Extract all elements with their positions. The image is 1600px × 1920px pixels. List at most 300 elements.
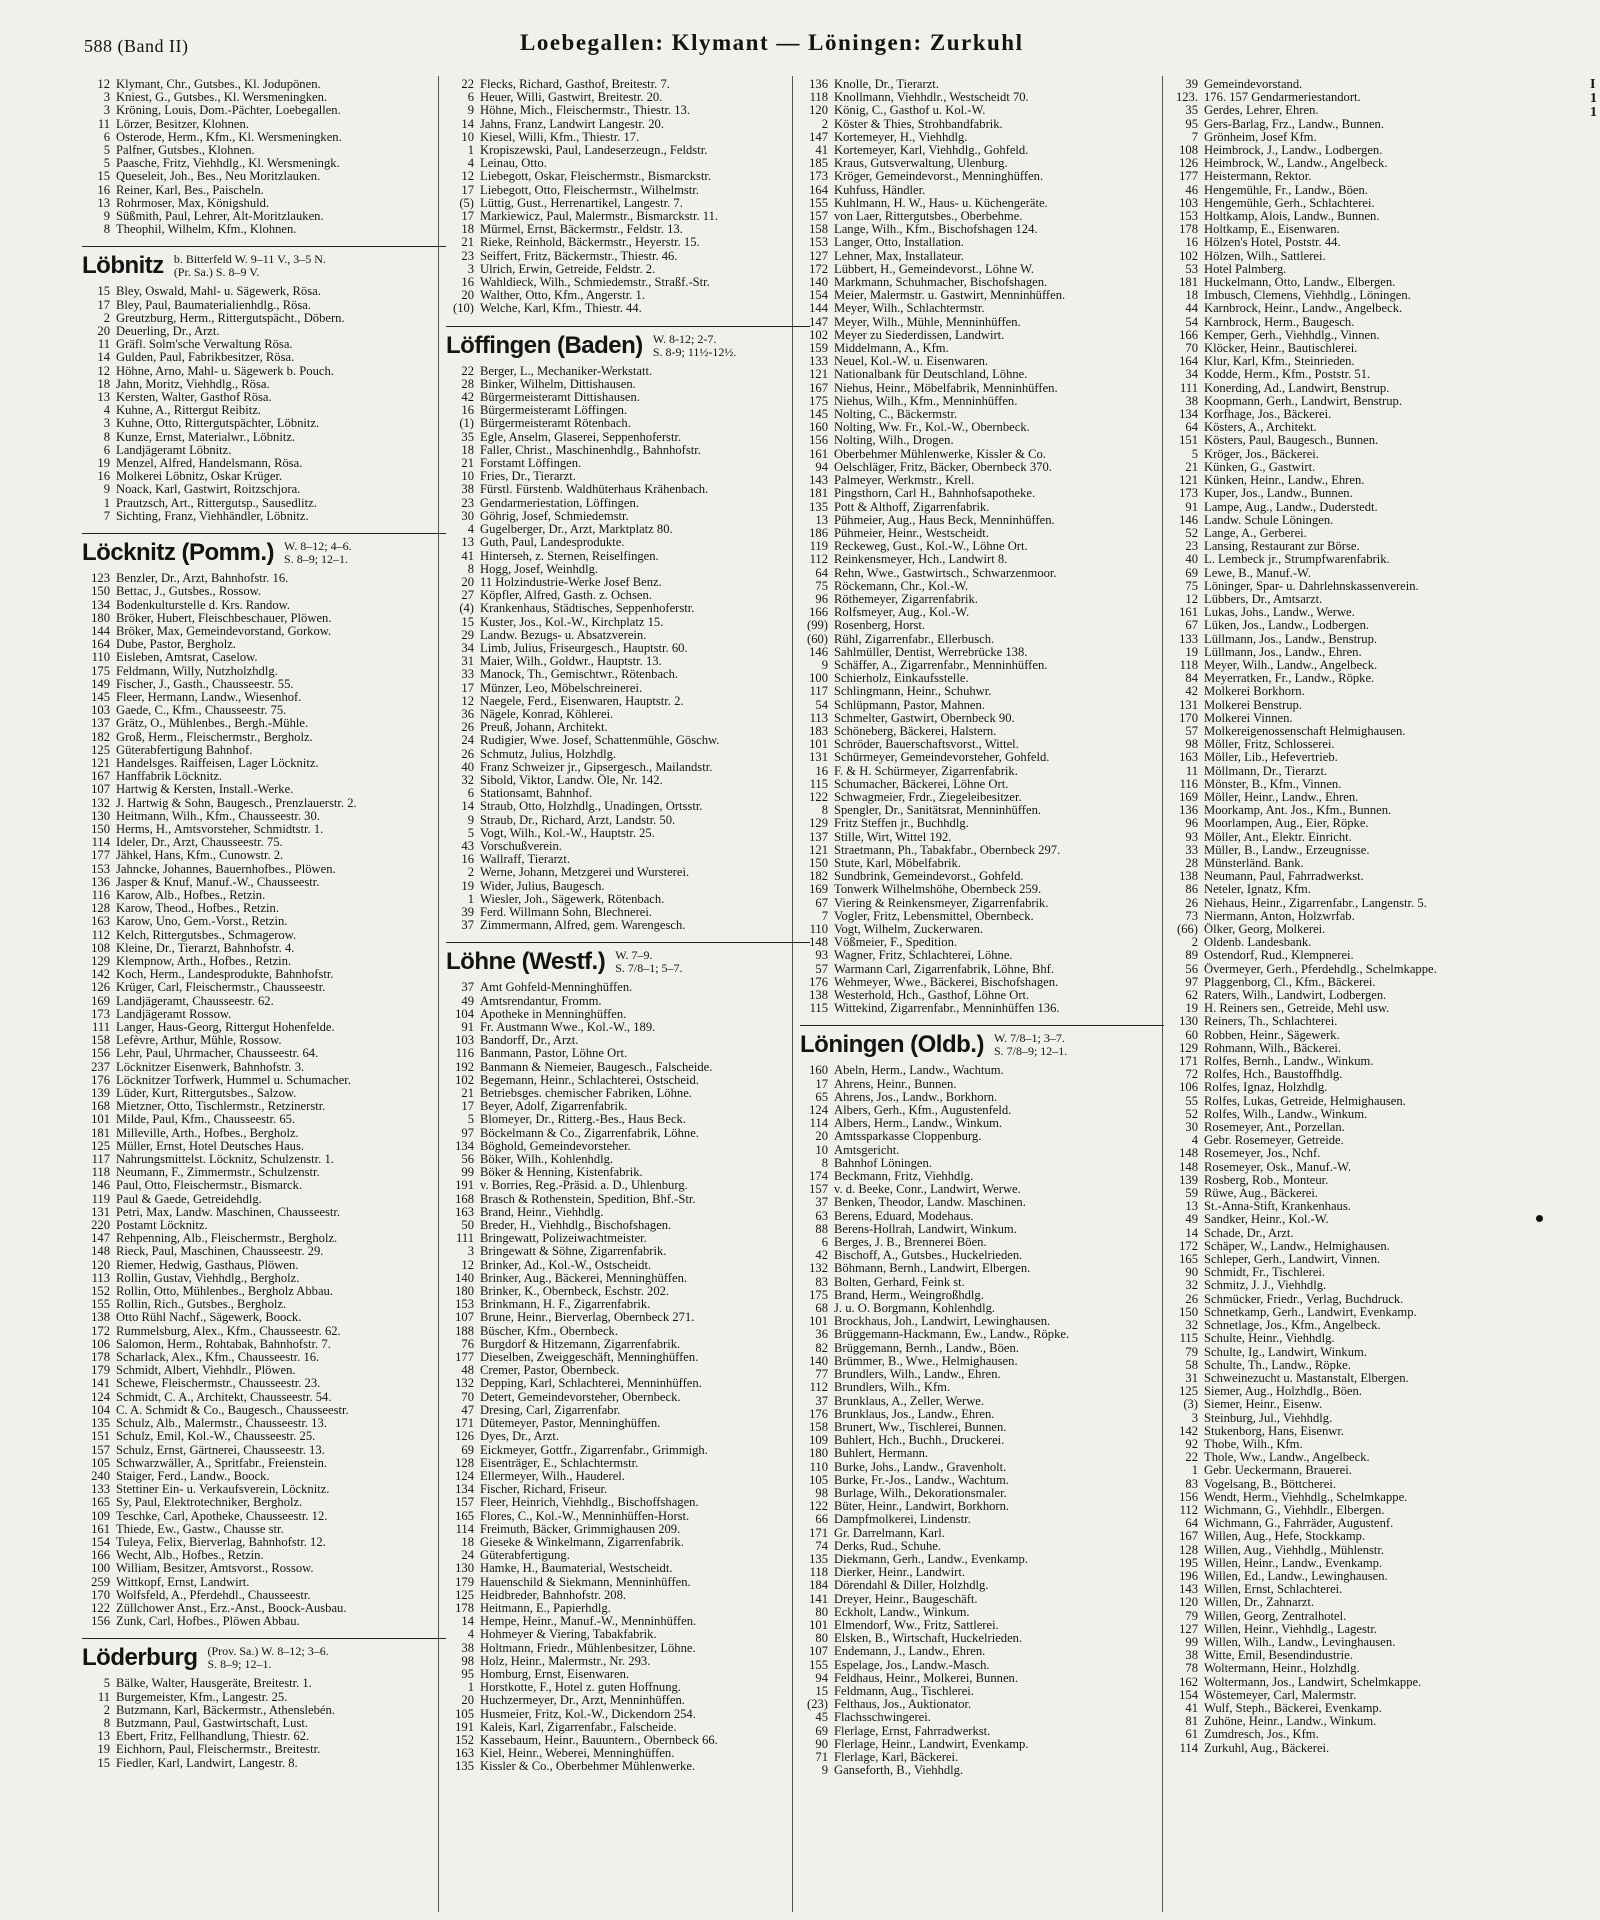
directory-entry — [1170, 157, 1590, 170]
phone-number: 55 — [1185, 1094, 1198, 1108]
phone-number: 34 — [461, 641, 474, 655]
phone-number: 6 — [467, 787, 474, 801]
phone-number: 70 — [1185, 342, 1198, 356]
directory-entry — [82, 1113, 446, 1126]
directory-entry — [82, 1311, 446, 1324]
subscriber-text: Pingsthorn, Carl H., Bahnhofsapotheke. — [834, 487, 1036, 501]
subscriber-text: Süßmith, Paul, Lehrer, Alt-Moritzlauken. — [116, 210, 324, 224]
phone-number: 156 — [91, 1615, 110, 1629]
subscriber-text: Bürgermeisteramt Rötenbach. — [480, 417, 631, 431]
subscriber-text: Kuhfuss, Händler. — [834, 183, 926, 197]
subscriber-text: Hanffabrik Löcknitz. — [116, 770, 223, 784]
phone-number: 67 — [815, 896, 828, 910]
phone-number: (60) — [807, 632, 828, 646]
directory-entry — [82, 1562, 446, 1575]
subscriber-text: Lübbers, Dr., Amtsarzt. — [1204, 592, 1323, 606]
phone-number: 124 — [91, 1390, 110, 1404]
subscriber-text: Gebr. Ueckermann, Brauerei. — [1204, 1464, 1352, 1478]
directory-entry — [82, 378, 446, 391]
directory-entry — [800, 1711, 1164, 1724]
subscriber-text: Kunze, Ernst, Materialwr., Löbnitz. — [116, 430, 296, 444]
subscriber-text: Burgemeister, Kfm., Langestr. 25. — [116, 1690, 288, 1704]
directory-entry — [446, 616, 810, 629]
subscriber-text: Hinterseh, z. Sternen, Reiselfingen. — [480, 549, 659, 563]
directory-entry — [1170, 844, 1590, 857]
phone-number: 180 — [91, 611, 110, 625]
subscriber-text: Ferd. Willmann Sohn, Blechnerei. — [480, 905, 653, 919]
directory-entry — [1170, 316, 1590, 329]
subscriber-text: von Laer, Rittergutsbes., Oberbehme. — [834, 210, 1023, 224]
subscriber-text: Schwagmeier, Frdr., Ziegeleibesitzer. — [834, 790, 1022, 804]
subscriber-text: Willen, Wilh., Landw., Levinghausen. — [1204, 1635, 1396, 1649]
phone-number: 103 — [1179, 196, 1198, 210]
directory-entry — [1170, 685, 1590, 698]
directory-entry — [1170, 1015, 1590, 1028]
phone-number: 167 — [809, 381, 828, 395]
subscriber-text: Niehus, Wilh., Kfm., Menninhüffen. — [834, 394, 1018, 408]
directory-entry — [1170, 567, 1590, 580]
subscriber-text: Schlingmann, Heinr., Schuhwr. — [834, 685, 992, 699]
directory-entry — [800, 421, 1164, 434]
directory-entry — [82, 1576, 446, 1589]
phone-number: 17 — [97, 298, 110, 312]
directory-entry — [800, 1659, 1164, 1672]
directory-entry — [446, 853, 810, 866]
phone-number: 124 — [809, 1104, 828, 1118]
directory-entry — [1170, 1504, 1590, 1517]
subscriber-text: Lüllmann, Jos., Landw., Ehren. — [1204, 645, 1362, 659]
subscriber-text: Krüger, Carl, Fleischermstr., Chausseestr. — [116, 981, 326, 995]
phone-number: 22 — [461, 364, 474, 378]
phone-number: 10 — [461, 470, 474, 484]
directory-entry — [1170, 989, 1590, 1002]
directory-entry — [82, 1127, 446, 1140]
subscriber-text: Knolle, Dr., Tierarzt. — [834, 78, 939, 91]
subscriber-text: Vößmeier, F., Spedition. — [834, 936, 958, 950]
subscriber-text: Holtmann, Friedr., Mühlenbesitzer, Löhne. — [480, 1641, 696, 1655]
directory-entry — [1170, 883, 1590, 896]
directory-entry — [446, 497, 810, 510]
phone-number: 163 — [455, 1747, 474, 1761]
subscriber-text: Middelmann, A., Kfm. — [834, 342, 949, 356]
directory-entry — [446, 365, 810, 378]
phone-number: 144 — [809, 302, 828, 316]
directory-entry — [446, 1602, 810, 1615]
directory-entry — [446, 1404, 810, 1417]
subscriber-text: Postamt Löcknitz. — [116, 1219, 208, 1233]
phone-number: 112 — [809, 553, 828, 567]
directory-entry — [446, 1444, 810, 1457]
subscriber-text: Heitmann, E., Papierhdlg. — [480, 1601, 611, 1615]
directory-entry — [800, 606, 1164, 619]
phone-number: 3 — [103, 104, 110, 118]
directory-entry — [800, 1447, 1164, 1460]
directory-entry — [800, 672, 1164, 685]
directory-entry — [82, 889, 446, 902]
phone-number: 68 — [815, 1302, 828, 1316]
subscriber-text: Brümmer, B., Wwe., Helmighausen. — [834, 1354, 1018, 1368]
subscriber-text: Endemann, J., Landw., Ehren. — [834, 1645, 986, 1659]
phone-number: 37 — [815, 1394, 828, 1408]
subscriber-text: Knollmann, Viehhdlr., Westscheidt 70. — [834, 91, 1029, 105]
phone-number: 111 — [92, 1021, 110, 1034]
directory-entry — [446, 893, 810, 906]
directory-entry — [800, 897, 1164, 910]
subscriber-text: Rühl, Zigarrenfabr., Ellerbusch. — [834, 632, 995, 646]
directory-entry — [1170, 791, 1590, 804]
subscriber-text: Röckemann, Chr., Kol.-W. — [834, 579, 969, 593]
phone-number: 9 — [821, 658, 828, 672]
phone-number: 110 — [809, 923, 828, 936]
directory-entry — [1170, 1517, 1590, 1530]
directory-entry — [82, 131, 446, 144]
subscriber-text: Paul & Gaede, Getreidehdlg. — [116, 1192, 262, 1206]
directory-entry — [82, 1417, 446, 1430]
phone-number: 148 — [1179, 1147, 1198, 1161]
subscriber-text: Robben, Heinr., Sägewerk. — [1204, 1028, 1340, 1042]
phone-number: 152 — [91, 1285, 110, 1299]
subscriber-text: Rosemeyer, Jos., Nchf. — [1204, 1147, 1321, 1161]
subscriber-text: Hengemühle, Gerh., Schlachterei. — [1204, 196, 1375, 210]
office-hours: (Prov. Sa.) W. 8–12; 3–6. S. 8–9; 12–1. — [207, 1644, 329, 1672]
subscriber-text: Rolfes, Bernh., Landw., Winkum. — [1204, 1055, 1374, 1069]
phone-number: 7 — [103, 509, 110, 523]
phone-number: 6 — [467, 91, 474, 105]
directory-entry — [800, 1513, 1164, 1526]
phone-number: 138 — [91, 1311, 110, 1325]
phone-number: 192 — [455, 1060, 474, 1074]
subscriber-text: Berens-Hollrah, Landwirt, Winkum. — [834, 1222, 1017, 1236]
subscriber-text: Lüttig, Gust., Herrenartikel, Langestr. 7. — [480, 196, 683, 210]
directory-entry — [82, 1140, 446, 1153]
subscriber-text: Manock, Th., Gemischtwr., Rötenbach. — [480, 668, 679, 682]
subscriber-text: Milde, Paul, Kfm., Chausseestr. 65. — [116, 1113, 296, 1127]
town-heading — [446, 326, 810, 359]
phone-number: 129 — [809, 817, 828, 831]
phone-number: 132 — [455, 1377, 474, 1391]
subscriber-text: Ostendorf, Rud., Klempnerei. — [1204, 949, 1354, 963]
subscriber-text: Heidbreder, Bahnhofstr. 208. — [480, 1588, 627, 1602]
subscriber-text: Sundbrink, Gemeindevorst., Gohfeld. — [834, 870, 1024, 884]
subscriber-text: Müller, Ernst, Hotel Deutsches Haus. — [116, 1139, 305, 1153]
phone-number: 110 — [809, 1460, 828, 1474]
directory-entry — [1170, 408, 1590, 421]
subscriber-text: Sibold, Viktor, Landw. Öle, Nr. 142. — [480, 773, 663, 787]
subscriber-text: Sandker, Heinr., Kol.-W. — [1204, 1213, 1329, 1227]
phone-number: 105 — [91, 1456, 110, 1470]
subscriber-text: Koch, Herm., Landesprodukte, Bahnhofstr. — [116, 968, 334, 982]
subscriber-text: Schade, Dr., Arzt. — [1204, 1226, 1294, 1240]
subscriber-text: Raters, Wilh., Landwirt, Lodbergen. — [1204, 989, 1387, 1003]
subscriber-text: v. d. Beeke, Conr., Landwirt, Werwe. — [834, 1183, 1021, 1197]
directory-entry — [82, 1298, 446, 1311]
directory-entry — [82, 1615, 446, 1628]
phone-number: 148 — [91, 1245, 110, 1259]
phone-number: 154 — [91, 1535, 110, 1549]
subscriber-text: Kaleis, Karl, Zigarrenfabr., Falscheide. — [480, 1720, 677, 1734]
directory-entry — [800, 1328, 1164, 1341]
subscriber-text: Brüggemann-Hackmann, Ew., Landw., Röpke. — [834, 1328, 1070, 1342]
phone-number: 157 — [455, 1496, 474, 1510]
phone-number: 13 — [97, 196, 110, 210]
subscriber-text: Kemper, Gerh., Viehhdlg., Vinnen. — [1204, 328, 1380, 342]
directory-entry — [1170, 1200, 1590, 1213]
directory-entry — [446, 1074, 810, 1087]
subscriber-text: Amtsgericht. — [834, 1143, 900, 1157]
phone-number: 102 — [809, 328, 828, 342]
subscriber-text: Meier, Malermstr. u. Gastwirt, Menninhüffen. — [834, 289, 1066, 303]
subscriber-text: Klymant, Chr., Gutsbes., Kl. Jodupönen. — [116, 78, 321, 91]
directory-entry — [800, 1632, 1164, 1645]
phone-number: 47 — [461, 1403, 474, 1417]
directory-entry — [446, 919, 810, 932]
phone-number: 93 — [1185, 830, 1198, 844]
phone-number: 14 — [461, 1615, 474, 1629]
phone-number: 195 — [1179, 1556, 1198, 1570]
phone-number: 107 — [809, 1645, 828, 1659]
phone-number: 140 — [809, 1354, 828, 1368]
phone-number: 165 — [455, 1509, 474, 1523]
directory-entry — [1170, 1240, 1590, 1253]
subscriber-text: Thiede, Ew., Gastw., Chausse str. — [116, 1522, 284, 1536]
subscriber-text: Faller, Christ., Maschinenhdlg., Bahnhofstr. — [480, 443, 701, 457]
subscriber-text: Steinburg, Jul., Viehhdlg. — [1204, 1411, 1333, 1425]
phone-number: 122 — [809, 790, 828, 804]
subscriber-text: Moorkamp, Ant. Jos., Kfm., Bunnen. — [1204, 804, 1392, 818]
subscriber-text: Kodde, Herm., Kfm., Poststr. 51. — [1204, 368, 1371, 382]
directory-entry — [800, 1368, 1164, 1381]
directory-entry — [446, 1589, 810, 1602]
directory-entry — [1170, 949, 1590, 962]
subscriber-text: Schmidt, Albert, Viehhdlr., Plöwen. — [116, 1364, 296, 1378]
subscriber-text: Eisenträger, E., Schlachtermstr. — [480, 1456, 639, 1470]
directory-entry — [82, 1730, 446, 1743]
directory-entry — [800, 368, 1164, 381]
subscriber-text: Palfner, Gutsbes., Klohnen. — [116, 144, 255, 158]
subscriber-text: Meyerratken, Fr., Landw., Röpke. — [1204, 672, 1375, 686]
phone-number: 59 — [1185, 1187, 1198, 1201]
directory-entry — [446, 1311, 810, 1324]
phone-number: 137 — [809, 830, 828, 844]
subscriber-text: Schmelter, Gastwirt, Obernbeck 90. — [834, 711, 1015, 725]
subscriber-text: Wichmann, G., Fahrräder, Augustenf. — [1204, 1517, 1394, 1531]
directory-entry — [800, 1685, 1164, 1698]
subscriber-text: Albers, Gerh., Kfm., Augustenfeld. — [834, 1104, 1012, 1118]
phone-number: 4 — [467, 523, 474, 537]
subscriber-text: Lange, A., Gerberei. — [1204, 526, 1307, 540]
subscriber-text: Burke, Johs., Landw., Gravenholt. — [834, 1460, 1007, 1474]
directory-entry — [82, 391, 446, 404]
directory-entry — [82, 118, 446, 131]
subscriber-text: Flecks, Richard, Gasthof, Breitestr. 7. — [480, 78, 670, 91]
subscriber-text: Ahrens, Jos., Landw., Borkhorn. — [834, 1090, 998, 1104]
phone-number: 156 — [809, 434, 828, 448]
subscriber-text: Schäper, W., Landw., Helmighausen. — [1204, 1239, 1390, 1253]
directory-entry — [446, 1206, 810, 1219]
phone-number: 79 — [1185, 1345, 1198, 1359]
subscriber-text: Hauenschild & Siekmann, Menninhüffen. — [480, 1575, 691, 1589]
directory-entry — [1170, 1095, 1590, 1108]
phone-number: 157 — [809, 210, 828, 224]
phone-number: 18 — [1185, 289, 1198, 303]
subscriber-text: Dörendahl & Diller, Holzhdlg. — [834, 1579, 989, 1593]
directory-entry — [82, 1549, 446, 1562]
directory-entry — [800, 1500, 1164, 1513]
subscriber-text: Schmücker, Friedr., Verlag, Buchdruck. — [1204, 1292, 1404, 1306]
phone-number: 163 — [455, 1205, 474, 1219]
phone-number: 153 — [809, 236, 828, 250]
directory-entry — [82, 915, 446, 928]
directory-entry — [800, 170, 1164, 183]
phone-number: 17 — [461, 210, 474, 224]
directory-entry — [1170, 1068, 1590, 1081]
subscriber-text: Schnetkamp, Gerh., Landwirt, Evenkamp. — [1204, 1305, 1417, 1319]
phone-number: 101 — [809, 738, 828, 752]
subscriber-text: Bolten, Gerhard, Feink st. — [834, 1275, 965, 1289]
phone-number: 9 — [103, 210, 110, 224]
phone-number: 23 — [1185, 540, 1198, 554]
phone-number: 259 — [91, 1575, 110, 1589]
directory-entry — [1170, 725, 1590, 738]
phone-number: 16 — [461, 276, 474, 290]
directory-entry — [446, 1510, 810, 1523]
directory-entry — [82, 1757, 446, 1770]
phone-number: 13 — [97, 1730, 110, 1744]
phone-number: 130 — [1179, 1015, 1198, 1029]
directory-entry — [446, 236, 810, 249]
subscriber-text: Rüwe, Aug., Bäckerei. — [1204, 1187, 1319, 1201]
subscriber-text: Preuß, Johann, Architekt. — [480, 721, 608, 735]
subscriber-text: Molkereigenossenschaft Helmighausen. — [1204, 724, 1406, 738]
subscriber-text: Straub, Otto, Holzhdlg., Unadingen, Ortsstr. — [480, 800, 703, 814]
subscriber-text: Münsterländ. Bank. — [1204, 856, 1304, 870]
directory-entry — [800, 118, 1164, 131]
phone-number: 113 — [91, 1271, 110, 1285]
directory-entry — [446, 1576, 810, 1589]
directory-entry — [800, 1566, 1164, 1579]
phone-number: 15 — [97, 1756, 110, 1770]
phone-number: 132 — [91, 796, 110, 810]
directory-entry — [82, 1444, 446, 1457]
subscriber-text: 11 Holzindustrie-Werke Josef Benz. — [480, 575, 662, 589]
phone-number: 9 — [103, 483, 110, 497]
subscriber-text: Brune, Heinr., Bierverlag, Obernbeck 271. — [480, 1311, 695, 1325]
subscriber-text: Bringewatt & Söhne, Zigarrenfabrik. — [480, 1245, 667, 1259]
phone-number: 122 — [91, 1601, 110, 1615]
phone-number: 168 — [455, 1192, 474, 1206]
subscriber-text: H. Reiners sen., Getreide, Mehl usw. — [1204, 1002, 1390, 1016]
directory-entry — [800, 91, 1164, 104]
phone-number: 63 — [815, 1209, 828, 1223]
directory-entry — [800, 870, 1164, 883]
directory-entry — [1170, 897, 1590, 910]
directory-entry — [1170, 659, 1590, 672]
phone-number: 15 — [815, 1684, 828, 1698]
subscriber-text: Zimmermann, Alfred, gem. Warengesch. — [480, 919, 686, 933]
directory-entry — [82, 1351, 446, 1364]
subscriber-text: Kröning, Louis, Dom.-Pächter, Loebegallen. — [116, 104, 341, 118]
directory-entry — [446, 840, 810, 853]
directory-entry — [1170, 289, 1590, 302]
directory-entry — [800, 989, 1164, 1002]
directory-entry — [800, 395, 1164, 408]
phone-number: 183 — [809, 724, 828, 738]
phone-number: 220 — [91, 1219, 110, 1233]
subscriber-text: Rollin, Gustav, Viehhdlg., Bergholz. — [116, 1271, 300, 1285]
phone-number: 166 — [809, 606, 828, 620]
directory-entry — [1170, 963, 1590, 976]
directory-entry — [1170, 104, 1590, 117]
subscriber-text: Koopmann, Gerh., Landwirt, Benstrup. — [1204, 394, 1402, 408]
phone-number: 8 — [821, 1156, 828, 1170]
directory-entry — [800, 1672, 1164, 1685]
subscriber-text: Gieseke & Winkelmann, Zigarrenfabrik. — [480, 1535, 684, 1549]
phone-number: 124 — [455, 1469, 474, 1483]
phone-number: 72 — [1185, 1068, 1198, 1082]
directory-entry — [800, 1223, 1164, 1236]
phone-number: 171 — [809, 1526, 828, 1540]
subscriber-text: Mietzner, Otto, Tischlermstr., Retzinerstr. — [116, 1100, 326, 1114]
phone-number: 61 — [1185, 1728, 1198, 1742]
subscriber-text: Willen, Aug., Hefe, Stockkamp. — [1204, 1530, 1366, 1544]
phone-number: 3 — [467, 1245, 474, 1259]
subscriber-text: Langer, Haus-Georg, Rittergut Hohenfelde. — [116, 1021, 335, 1034]
directory-entry — [82, 1510, 446, 1523]
phone-number: 64 — [1185, 1517, 1198, 1531]
directory-entry — [82, 325, 446, 338]
directory-entry — [800, 685, 1164, 698]
directory-entry — [800, 949, 1164, 962]
subscriber-text: Berges, J. B., Brennerei Böen. — [834, 1236, 987, 1250]
subscriber-text: Wittkopf, Ernst, Landwirt. — [116, 1575, 250, 1589]
subscriber-text: Huchzermeyer, Dr., Arzt, Menninhüffen. — [480, 1694, 685, 1708]
phone-number: 171 — [455, 1417, 474, 1431]
directory-entry — [82, 1377, 446, 1390]
directory-entry — [800, 1487, 1164, 1500]
directory-entry — [800, 1342, 1164, 1355]
directory-entry — [800, 857, 1164, 870]
directory-entry — [82, 995, 446, 1008]
phone-number: 158 — [91, 1034, 110, 1048]
subscriber-text: Schmidt, Fr., Tischlerei. — [1204, 1266, 1326, 1280]
phone-number: 70 — [461, 1390, 474, 1404]
phone-number: 16 — [97, 470, 110, 484]
phone-number: 178 — [1179, 223, 1198, 237]
subscriber-text: Kropiszewski, Paul, Landeserzeugn., Feldstr. — [480, 144, 708, 158]
phone-number: 79 — [1185, 1609, 1198, 1623]
phone-number: 12 — [97, 364, 110, 378]
phone-number: 38 — [461, 1641, 474, 1655]
subscriber-text: Rolfes, Hch., Baustoffhdlg. — [1204, 1068, 1343, 1082]
subscriber-text: Müller, B., Landw., Erzeugnisse. — [1204, 843, 1370, 857]
phone-number: 9 — [467, 813, 474, 827]
subscriber-text: Rieck, Paul, Maschinen, Chausseestr. 29. — [116, 1245, 324, 1259]
subscriber-text: Holtkamp, E., Eisenwaren. — [1204, 223, 1340, 237]
subscriber-text: Bürgermeisteramt Löffingen. — [480, 404, 628, 418]
directory-entry — [800, 382, 1164, 395]
directory-entry — [82, 1391, 446, 1404]
directory-entry — [446, 655, 810, 668]
office-hours: W. 7/8–1; 3–7. S. 7/8–9; 12–1. — [993, 1031, 1068, 1059]
phone-number: 133 — [809, 355, 828, 369]
subscriber-text: Straub, Dr., Richard, Arzt, Landstr. 50. — [480, 813, 676, 827]
subscriber-text: Kissler & Co., Oberbehmer Mühlenwerke. — [480, 1760, 696, 1774]
directory-entry — [82, 981, 446, 994]
directory-entry — [82, 444, 446, 457]
subscriber-text: Fleer, Heinrich, Viehhdlg., Bischoffshagen. — [480, 1496, 699, 1510]
subscriber-text: Wagner, Fritz, Schlachterei, Löhne. — [834, 949, 1013, 963]
directory-entry — [800, 1104, 1164, 1117]
